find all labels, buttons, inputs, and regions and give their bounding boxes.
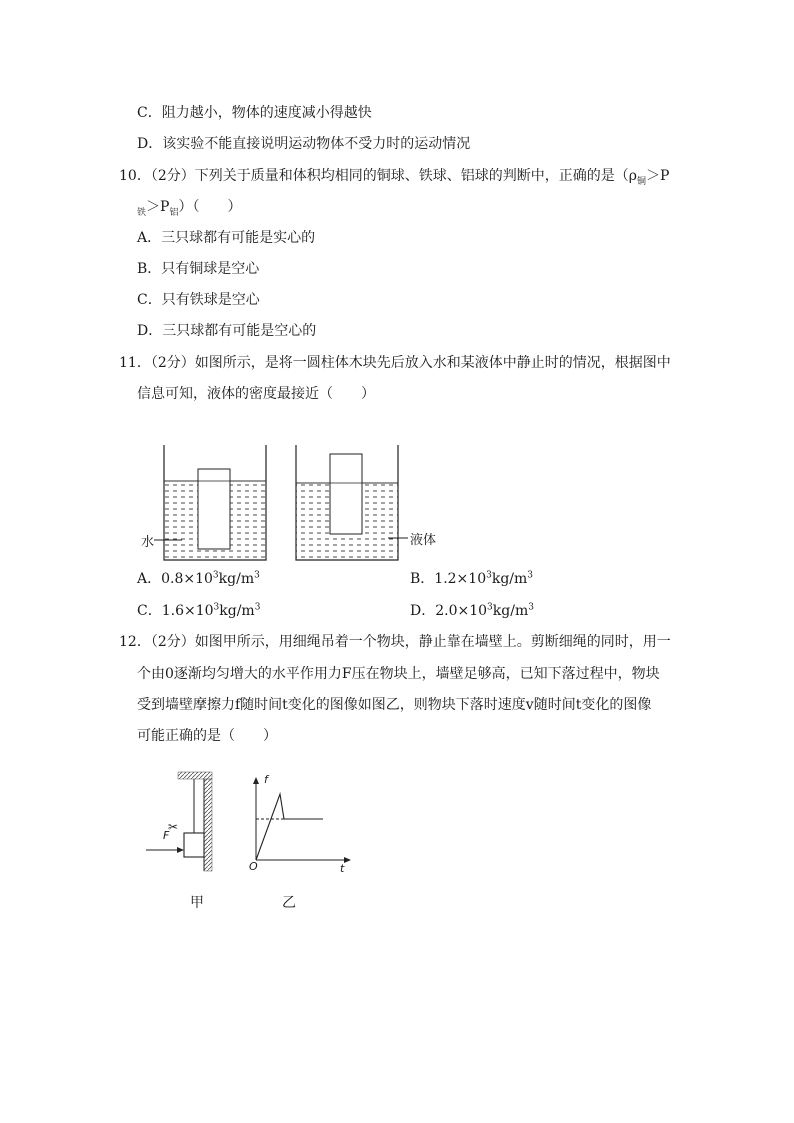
q10-stem-line2 — [137, 197, 241, 217]
q12-caption-yi: 乙 — [282, 895, 296, 911]
q11-option-c-prefix: C．1.6×10 — [137, 603, 214, 619]
q12-label-force: F — [163, 829, 170, 842]
q11-option-b-unit-exp: 3 — [527, 570, 534, 581]
q12-block — [184, 833, 204, 857]
q10-option-d: D．三只球都有可能是空心的 — [137, 323, 317, 339]
q11-option-a — [137, 569, 260, 589]
q9-option-d: D．该实验不能直接说明运动物体不受力时的运动情况 — [137, 136, 471, 152]
q12-stem-line1: 12．（2分）如图甲所示，用细绳吊着一个物块，静止靠在墙壁上。剪断细绳的同时，用一 — [119, 634, 671, 650]
q11-option-d-unit: kg/m — [492, 603, 529, 619]
q11-option-b-unit: kg/m — [491, 571, 528, 587]
q12-friction-curve — [256, 794, 323, 860]
q11-option-c-unit-exp: 3 — [254, 602, 261, 613]
q10-sub-aluminum: 铝 — [169, 207, 179, 218]
q10-sub-iron: 铁 — [137, 207, 147, 218]
q11-option-d — [410, 601, 534, 621]
q10-option-c: C．只有铁球是空心 — [137, 292, 260, 308]
q11-option-b-exp: 3 — [486, 570, 492, 581]
q12-caption-jia: 甲 — [190, 895, 204, 911]
q11-option-c — [137, 601, 260, 621]
q11-stem-line1: 11．（2分）如图所示，是将一圆柱体木块先后放入水和某液体中静止时的情况，根据图中 — [119, 355, 671, 371]
q12-label-origin: O — [249, 860, 258, 873]
q11-label-liquid: 液体 — [410, 533, 437, 548]
q12-label-t-axis: t — [340, 862, 345, 875]
q11-option-d-prefix: D．2.0×10 — [410, 603, 488, 619]
q11-option-c-exp: 3 — [213, 602, 220, 613]
q12-label-f-axis: f — [264, 773, 268, 786]
q12-force-arrowhead — [177, 847, 184, 853]
scissors-icon: ✂ — [168, 820, 179, 834]
q9-option-c: C．阻力越小，物体的速度减小得越快 — [137, 105, 372, 121]
q11-option-b — [410, 569, 533, 589]
q10-stem-paren: ）（ ） — [178, 199, 242, 215]
q11-beaker-liquid — [296, 445, 408, 560]
q12-stem-line3: 受到墙壁摩擦力f随时间t变化的图像如图乙，则物块下落时速度v随时间t变化的图像 — [137, 697, 652, 713]
q12-t-axis-arrowhead — [344, 857, 351, 863]
q11-option-c-unit: kg/m — [219, 603, 255, 619]
q12-ceiling — [178, 772, 212, 779]
q11-option-a-unit: kg/m — [218, 571, 255, 587]
q11-beakers-figure — [140, 440, 440, 562]
q12-stem-line4: 可能正确的是（ ） — [137, 728, 277, 744]
q12-figure-jia — [140, 766, 230, 878]
q12-f-axis-arrowhead — [253, 777, 259, 784]
q12-figure-yi — [240, 766, 360, 876]
q11-stem-line2: 信息可知，液体的密度最接近（ ） — [137, 386, 375, 402]
q11-option-a-unit-exp: 3 — [254, 570, 260, 581]
q11-beaker-water — [154, 445, 266, 560]
q12-stem-line2: 个由0逐渐均匀增大的水平作用力F压在物块上，墙壁足够高，已知下落过程中，物块 — [137, 666, 660, 682]
q12-wall — [204, 779, 212, 871]
q10-option-b: B．只有铜球是空心 — [137, 261, 260, 277]
q10-option-a: A．三只球都有可能是实心的 — [137, 230, 316, 246]
q11-option-a-prefix: A．0.8×10 — [137, 571, 213, 587]
q11-option-a-exp: 3 — [212, 570, 219, 581]
q10-sub-copper: 铜 — [636, 176, 646, 187]
q11-option-d-unit-exp: 3 — [528, 602, 534, 613]
q10-stem-line1 — [119, 166, 669, 186]
q10-stem-text: 10．（2分）下列关于质量和体积均相同的铜球、铁球、铝球的判断中，正确的是（ρ — [119, 168, 637, 184]
q11-wood-block-2 — [330, 454, 362, 534]
q11-option-d-exp: 3 — [487, 602, 493, 613]
q11-option-b-prefix: B．1.2×10 — [410, 571, 487, 587]
q10-stem-gt1: ＞P — [645, 168, 670, 184]
q11-label-water: 水 — [141, 535, 155, 550]
q10-stem-gt2: ＞P — [146, 199, 170, 215]
